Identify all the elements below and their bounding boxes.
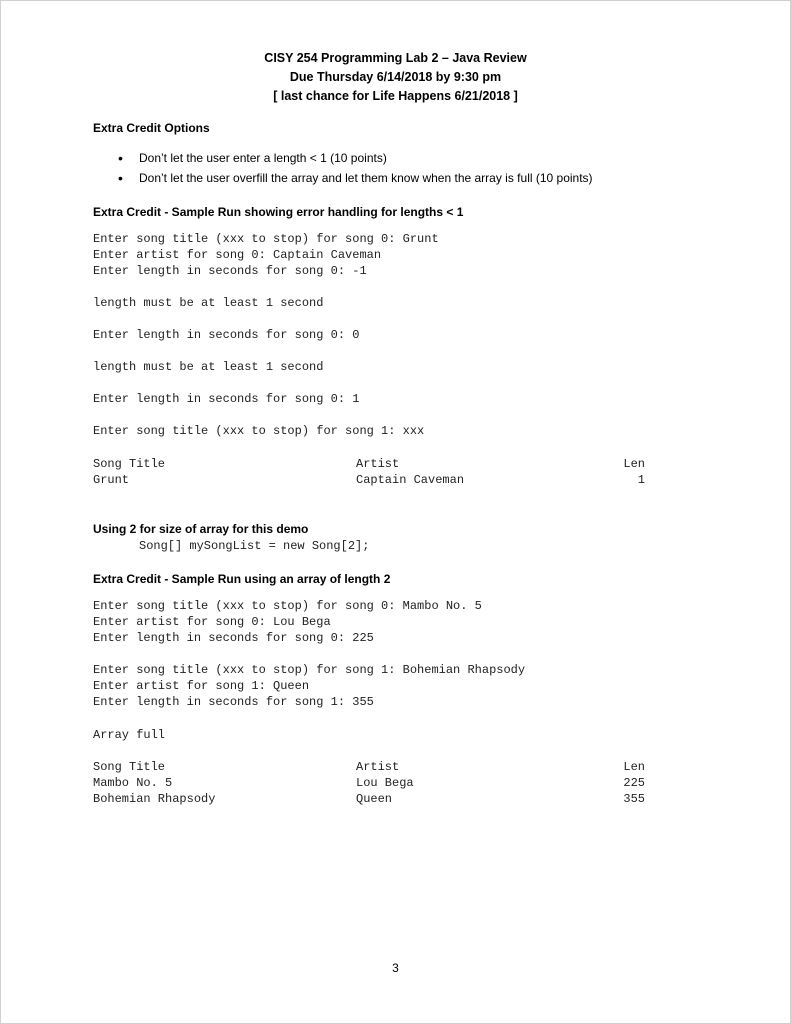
doc-title: CISY 254 Programming Lab 2 – Java Review [264, 51, 527, 65]
table-cell-len: 1 [637, 473, 645, 487]
extra-credit-heading: Extra Credit Options [93, 121, 210, 135]
table-header-artist: Artist [356, 760, 400, 774]
console-line: Enter length in seconds for song 0: 1 [93, 392, 360, 406]
table-cell-len: 225 [623, 776, 645, 790]
demo-heading: Using 2 for size of array for this demo [93, 522, 309, 536]
console-line: Array full [93, 728, 166, 742]
console-line: Enter length in seconds for song 0: 225 [93, 631, 374, 645]
table-cell-title: Mambo No. 5 [93, 776, 173, 790]
table-cell-artist: Queen [356, 792, 393, 806]
table-cell-artist: Lou Bega [356, 776, 414, 790]
table-header-artist: Artist [356, 457, 400, 471]
console-line: Enter artist for song 0: Captain Caveman [93, 248, 382, 262]
extra-credit-item: Don’t let the user overfill the array and let them know when the array is full (10 points) [139, 171, 593, 185]
console-line: Enter song title (xxx to stop) for song 0: Mambo No. 5 [93, 599, 482, 613]
bullet-icon: • [118, 170, 123, 186]
table-cell-title: Grunt [93, 473, 130, 487]
console-line: Enter artist for song 1: Queen [93, 679, 310, 693]
console-line: Enter song title (xxx to stop) for song 1: xxx [93, 424, 425, 438]
table-header-title: Song Title [93, 457, 166, 471]
table-header-len: Len [623, 457, 645, 471]
page-number: 3 [392, 961, 399, 975]
console-line: length must be at least 1 second [93, 296, 324, 310]
table-header-title: Song Title [93, 760, 166, 774]
bullet-icon: • [118, 150, 123, 166]
console-line: length must be at least 1 second [93, 360, 324, 374]
doc-due-date: Due Thursday 6/14/2018 by 9:30 pm [289, 70, 502, 84]
console-line: Enter artist for song 0: Lou Bega [93, 615, 331, 629]
table-header-len: Len [623, 760, 645, 774]
console-line: Enter length in seconds for song 0: -1 [93, 264, 367, 278]
sample2-heading: Extra Credit - Sample Run using an array of length 2 [93, 572, 391, 586]
table-cell-len: 355 [623, 792, 645, 806]
doc-deadline-note: [ last chance for Life Happens 6/21/2018 ] [273, 89, 518, 103]
console-line: Enter length in seconds for song 0: 0 [93, 328, 360, 342]
table-cell-artist: Captain Caveman [356, 473, 465, 487]
demo-code: Song[] mySongList = new Song[2]; [139, 539, 370, 553]
console-line: Enter length in seconds for song 1: 355 [93, 695, 374, 709]
console-line: Enter song title (xxx to stop) for song 1: Bohemian Rhapsody [93, 663, 526, 677]
sample1-heading: Extra Credit - Sample Run showing error handling for lengths < 1 [93, 205, 464, 219]
table-cell-title: Bohemian Rhapsody [93, 792, 216, 806]
extra-credit-item: Don’t let the user enter a length < 1 (10 points) [139, 151, 387, 165]
console-line: Enter song title (xxx to stop) for song 0: Grunt [93, 232, 439, 246]
